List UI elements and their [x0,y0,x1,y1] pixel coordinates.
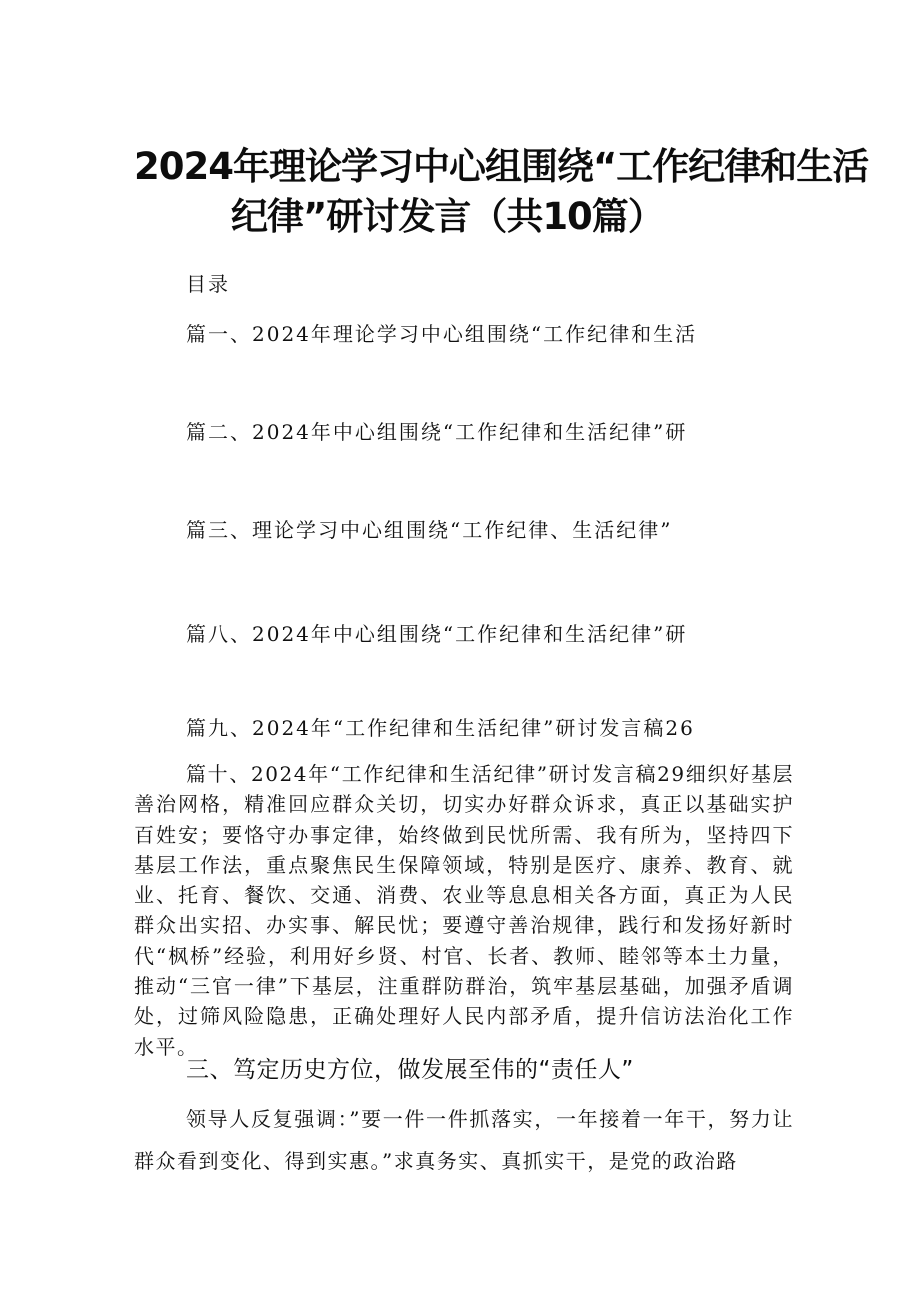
toc-entry-3[interactable]: 篇三、理论学习中心组围绕“工作纪律、生活纪律” [186,518,673,542]
toc-heading: 目录 [186,272,230,296]
toc-entry-1[interactable]: 篇一、2024年理论学习中心组围绕“工作纪律和生活 [186,322,698,346]
toc-entry-2[interactable]: 篇二、2024年中心组围绕“工作纪律和生活纪律”研 [186,420,688,444]
body-paragraph-2: 领导人反复强调：”要一件一件抓落实，一年接着一年干，努力让群众看到变化、得到实惠。”求真务实、真抓实干，是党的政治路 [134,1107,794,1173]
document-title-line-2: 纪律”研讨发言（共10篇） [231,195,664,238]
section-heading: 三、笃定历史方位，做发展至伟的“责任人” [186,1057,634,1083]
document-title-line-1: 2024年理论学习中心组围绕“工作纪律和生活 [134,145,869,188]
body-paragraph-1: 篇十、2024年“工作纪律和生活纪律”研讨发言稿29细织好基层善治网格，精准回应群众关切，切实办好群众诉求，真正以基础实护百姓安；要恪守办事定律，始终做到民忧所需、我有所为，坚持四下基层工作法，重点聚焦民生保障领域，特别是医疗、康养、教育、就业、托育、餐饮、交通、消费、农业等息息相关各方面，真正为人民群众出实招、办实事、解民忧；要遵守善治规律，践行和发扬好新时代“枫桥”经验，利用好乡贤、村官、长者、教师、睦邻等本土力量，推动“三官一律”下基层，注重群防群治，筑牢基层基础，加强矛盾调处，过筛风险隐患，正确处理好人民内部矛盾，提升信访法治化工作水平。 [134,762,794,1059]
toc-entry-9[interactable]: 篇九、2024年“工作纪律和生活纪律”研讨发言稿26 [186,716,695,740]
toc-entry-8[interactable]: 篇八、2024年中心组围绕“工作纪律和生活纪律”研 [186,622,688,646]
